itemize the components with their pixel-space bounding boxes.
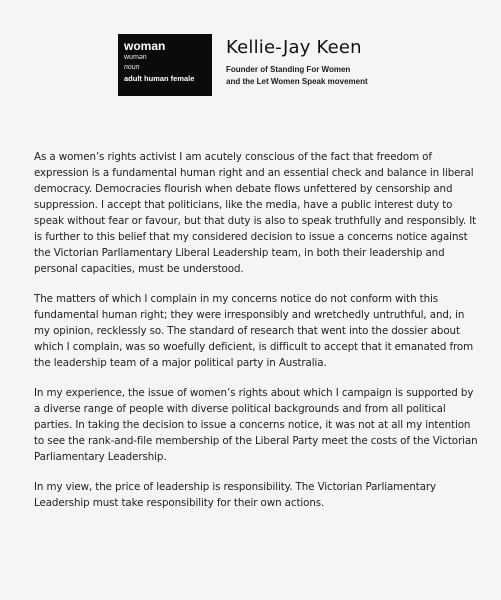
paragraph-4: In my view, the price of leadership is responsibility. The Victorian Parliamentary Leadership must take responsibility for their own actions. — [34, 481, 437, 509]
logo-part-of-speech: noun — [124, 64, 140, 71]
author-role-line-1: Founder of Standing For Women — [226, 65, 351, 74]
paragraph-2: The matters of which I complain in my concerns notice do not conform with this fundamental human right; they were irresponsibly and wretchedly untruthful, and, in my opinion, recklessly so. The standard of research that went into the dossier about which I complain, was so woefully deficient, is difficult to accept that it emanated from the leadership team of a major political party in Australia. — [34, 293, 474, 369]
logo-pronunciation: wʊmən — [124, 54, 147, 61]
paragraph-3: In my experience, the issue of women’s rights about which I campaign is supported by a diverse range of people with diverse political backgrounds and from all political parties. In taking the decision to issue a concerns notice, it was not at all my intention to see the rank-and-file membership of the Liberal Party meet the costs of the Victorian Parliamentary Leadership. — [34, 387, 478, 463]
logo-definition: adult human female — [124, 74, 195, 83]
statement-header — [118, 34, 368, 96]
statement-body — [34, 149, 479, 525]
author-block — [226, 36, 368, 88]
author-name: Kellie-Jay Keen — [226, 37, 362, 58]
woman-definition-logo — [118, 34, 212, 96]
logo-word: woman — [124, 39, 166, 53]
paragraph-1: As a women’s rights activist I am acutely conscious of the fact that freedom of expression is a fundamental human right and an essential check and balance in liberal democracy. Democracies flourish when debate flows unfettered by censorship and suppression. I accept that politicians, like the media, have a public interest duty to speak without fear or favour, but that duty is also to speak truthfully and responsibly. It is further to this belief that my considered decision to issue a concerns notice against the Victorian Parliamentary Liberal Leadership team, in both their leadership and personal capacities, must be understood. — [34, 151, 477, 275]
author-role-line-2: and the Let Women Speak movement — [226, 77, 368, 86]
